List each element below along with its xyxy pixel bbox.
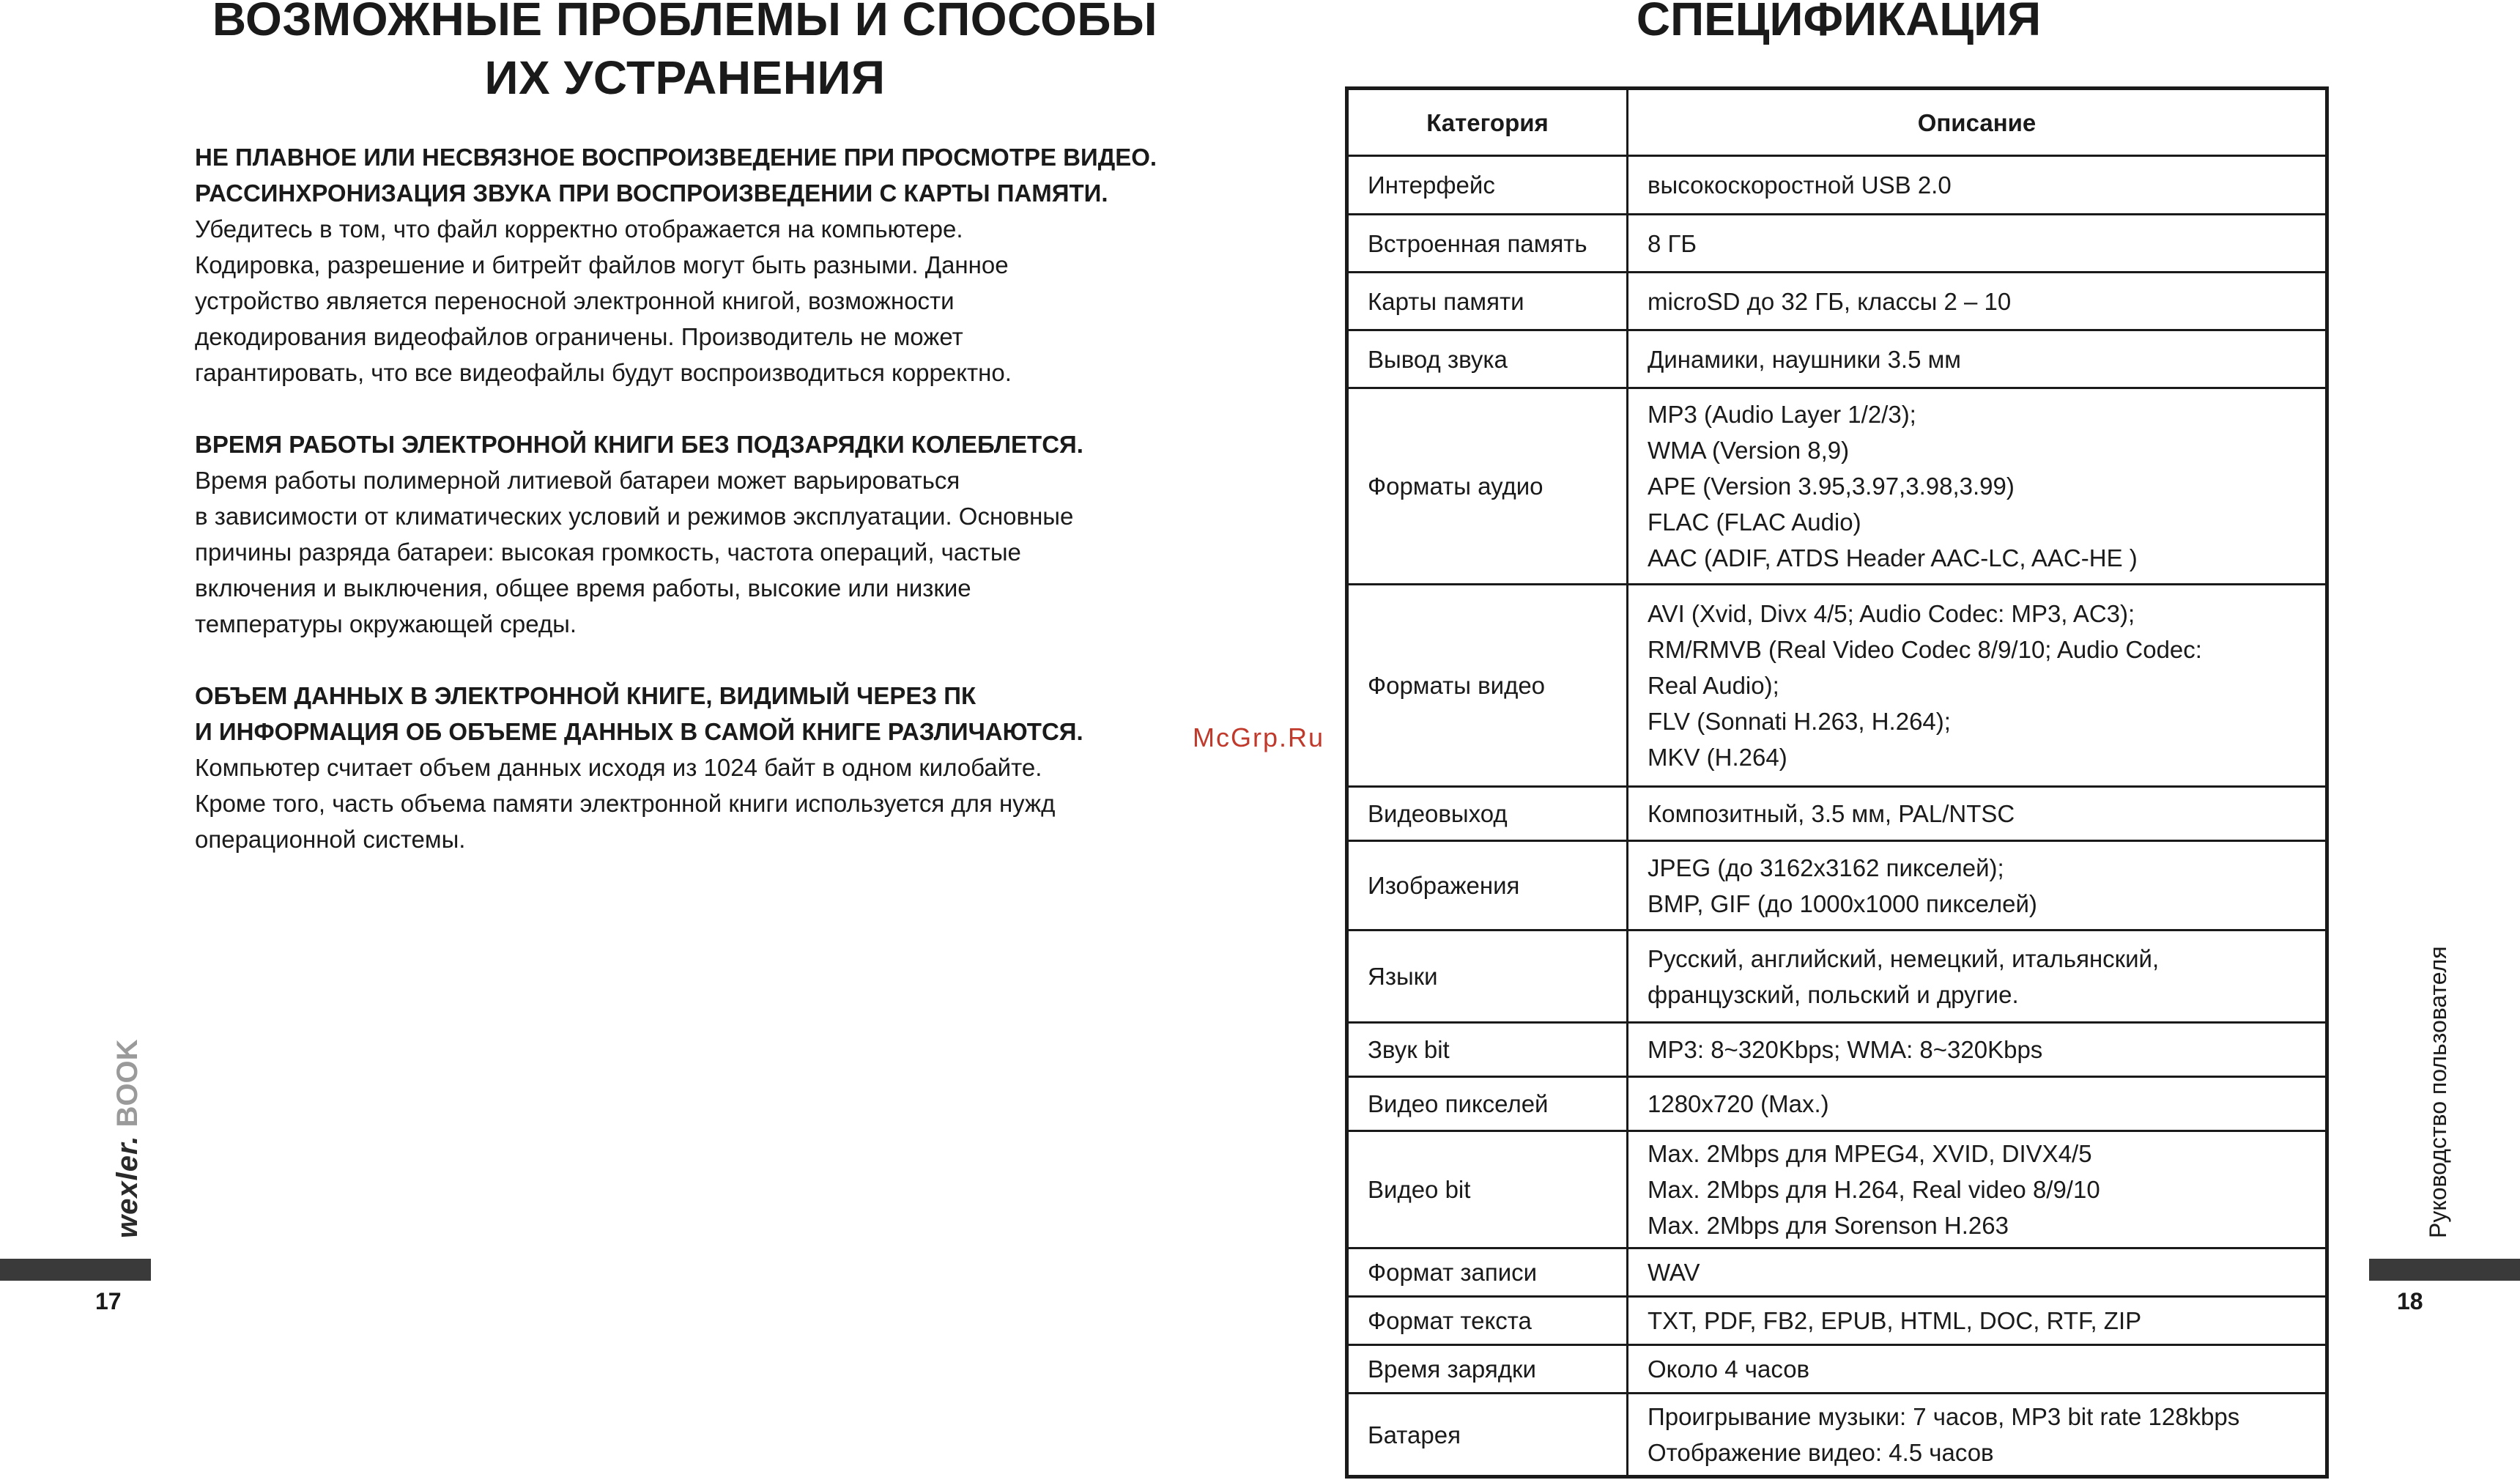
brand-logo bbox=[111, 1039, 144, 1238]
right-page-bar bbox=[2369, 1259, 2520, 1281]
row-category: Изображения bbox=[1347, 841, 1628, 930]
body-line: Кодировка, разрешение и битрейт файлов могут быть разными. Данное bbox=[195, 251, 1009, 278]
row-description bbox=[1628, 1248, 2327, 1297]
row-description bbox=[1628, 215, 2327, 273]
right-page-number: 18 bbox=[2397, 1288, 2423, 1314]
description-line: Русский, английский, немецкий, итальянский, bbox=[1648, 944, 2160, 972]
description-line: 1280x720 (Max.) bbox=[1648, 1090, 1829, 1117]
row-category: Встроенная память bbox=[1347, 215, 1628, 273]
description-line: JPEG (до 3162x3162 пикселей); bbox=[1648, 854, 2004, 881]
description-line: Около 4 часов bbox=[1648, 1355, 1810, 1383]
row-category: Формат записи bbox=[1347, 1248, 1628, 1297]
description-line: Динамики, наушники 3.5 мм bbox=[1648, 345, 1961, 373]
body-line: декодирования видеофайлов ограничены. Производитель не может bbox=[195, 323, 963, 350]
row-category: Формат текста bbox=[1347, 1297, 1628, 1345]
table-row bbox=[1347, 1297, 2327, 1345]
table-row bbox=[1347, 1248, 2327, 1297]
left-title-line-2: ИХ УСТРАНЕНИЯ bbox=[484, 51, 886, 104]
body-line: Компьютер считает объем данных исходя из 1024 байт в одном килобайте. bbox=[195, 754, 1042, 781]
heading-line: ОБЪЕМ ДАННЫХ В ЭЛЕКТРОННОЙ КНИГЕ, ВИДИМЫЙ ЧЕРЕЗ ПК bbox=[195, 682, 976, 709]
row-description bbox=[1628, 1297, 2327, 1345]
heading-line: И ИНФОРМАЦИЯ ОБ ОБЪЕМЕ ДАННЫХ В САМОЙ КНИГЕ РАЗЛИЧАЮТСЯ. bbox=[195, 718, 1083, 745]
spec-table bbox=[1345, 86, 2329, 1479]
table-row bbox=[1347, 1345, 2327, 1394]
row-description bbox=[1628, 930, 2327, 1023]
body-line: Убедитесь в том, что файл корректно отображается на компьютере. bbox=[195, 215, 963, 243]
body-line: причины разряда батареи: высокая громкость, частота операций, частые bbox=[195, 539, 1021, 566]
table-row bbox=[1347, 1131, 2327, 1248]
row-description bbox=[1628, 1394, 2327, 1477]
description-line: Real Audio); bbox=[1648, 672, 1779, 699]
description-line: Max. 2Mbps для H.264, Real video 8/9/10 bbox=[1648, 1176, 2100, 1203]
row-description bbox=[1628, 1023, 2327, 1077]
row-category: Интерфейс bbox=[1347, 156, 1628, 215]
row-description bbox=[1628, 585, 2327, 787]
description-line: Отображение видео: 4.5 часов bbox=[1648, 1439, 1994, 1466]
body-line: операционной системы. bbox=[195, 826, 466, 853]
row-description bbox=[1628, 330, 2327, 388]
description-line: 8 ГБ bbox=[1648, 229, 1697, 257]
row-description bbox=[1628, 787, 2327, 841]
row-category: Форматы аудио bbox=[1347, 388, 1628, 585]
body-line: гарантировать, что все видеофайлы будут воспроизводиться корректно. bbox=[195, 359, 1012, 386]
description-line: AVI (Xvid, Divx 4/5; Audio Codec: MP3, AC3); bbox=[1648, 600, 2135, 627]
description-line: Проигрывание музыки: 7 часов, MP3 bit rate 128kbps bbox=[1648, 1403, 2240, 1430]
description-line: microSD до 32 ГБ, классы 2 – 10 bbox=[1648, 287, 2012, 315]
row-category: Звук bit bbox=[1347, 1023, 1628, 1077]
body-line: температуры окружающей среды. bbox=[195, 610, 577, 637]
row-category: Вывод звука bbox=[1347, 330, 1628, 388]
row-category: Форматы видео bbox=[1347, 585, 1628, 787]
problem-section bbox=[195, 139, 1206, 391]
description-line: Max. 2Mbps для Sorenson H.263 bbox=[1648, 1212, 2009, 1239]
problem-body bbox=[195, 750, 1206, 857]
left-page-number: 17 bbox=[95, 1288, 122, 1314]
table-row bbox=[1347, 585, 2327, 787]
right-page-title: СПЕЦИФИКАЦИЯ bbox=[1636, 0, 2042, 45]
description-line: высокоскоростной USB 2.0 bbox=[1648, 171, 1952, 199]
brand-product: BOOK bbox=[111, 1039, 144, 1128]
spec-table-body bbox=[1347, 156, 2327, 1477]
problem-heading bbox=[195, 678, 1206, 750]
table-row bbox=[1347, 156, 2327, 215]
left-page-title bbox=[168, 0, 1201, 107]
manual-side-label: Руководство пользователя bbox=[2425, 946, 2451, 1238]
row-category: Видео пикселей bbox=[1347, 1077, 1628, 1131]
row-description bbox=[1628, 388, 2327, 585]
table-row bbox=[1347, 1077, 2327, 1131]
description-line: AAC (ADIF, ATDS Header AAC-LC, AAC-HE ) bbox=[1648, 544, 2138, 571]
watermark: McGrp.Ru bbox=[1193, 722, 1325, 752]
row-description bbox=[1628, 1345, 2327, 1394]
row-category: Батарея bbox=[1347, 1394, 1628, 1477]
description-line: TXT, PDF, FB2, EPUB, HTML, DOC, RTF, ZIP bbox=[1648, 1307, 2142, 1334]
heading-line: РАССИНХРОНИЗАЦИЯ ЗВУКА ПРИ ВОСПРОИЗВЕДЕНИИ С КАРТЫ ПАМЯТИ. bbox=[195, 180, 1108, 207]
table-row bbox=[1347, 841, 2327, 930]
row-description bbox=[1628, 156, 2327, 215]
body-line: Время работы полимерной литиевой батареи может варьироваться bbox=[195, 467, 960, 494]
body-line: Кроме того, часть объема памяти электронной книги используется для нужд bbox=[195, 790, 1056, 817]
problem-section bbox=[195, 678, 1206, 857]
problem-heading bbox=[195, 139, 1206, 211]
problem-section bbox=[195, 426, 1206, 642]
problem-body bbox=[195, 462, 1206, 642]
table-row bbox=[1347, 388, 2327, 585]
description-line: французский, польский и другие. bbox=[1648, 980, 2019, 1008]
heading-line: ВРЕМЯ РАБОТЫ ЭЛЕКТРОННОЙ КНИГИ БЕЗ ПОДЗАРЯДКИ КОЛЕБЛЕТСЯ. bbox=[195, 431, 1083, 458]
body-line: включения и выключения, общее время работы, высокие или низкие bbox=[195, 574, 971, 602]
table-row bbox=[1347, 1394, 2327, 1477]
brand-name: wexler. bbox=[111, 1135, 144, 1238]
row-category: Время зарядки bbox=[1347, 1345, 1628, 1394]
left-page-bar bbox=[0, 1259, 151, 1281]
table-row bbox=[1347, 930, 2327, 1023]
body-line: в зависимости от климатических условий и режимов эксплуатации. Основные bbox=[195, 503, 1074, 530]
header-category: Категория bbox=[1347, 89, 1628, 156]
body-line: устройство является переносной электронной книгой, возможности bbox=[195, 287, 955, 314]
description-line: WAV bbox=[1648, 1259, 1700, 1286]
row-category: Видео bit bbox=[1347, 1131, 1628, 1248]
header-description: Описание bbox=[1628, 89, 2327, 156]
problem-body bbox=[195, 211, 1206, 391]
row-category: Карты памяти bbox=[1347, 273, 1628, 330]
troubleshooting-list bbox=[195, 139, 1206, 893]
description-line: MP3: 8~320Kbps; WMA: 8~320Kbps bbox=[1648, 1036, 2043, 1063]
description-line: MP3 (Audio Layer 1/2/3); bbox=[1648, 401, 1916, 428]
row-description bbox=[1628, 273, 2327, 330]
description-line: Max. 2Mbps для MPEG4, XVID, DIVX4/5 bbox=[1648, 1140, 2092, 1167]
table-row bbox=[1347, 787, 2327, 841]
description-line: MKV (H.264) bbox=[1648, 744, 1787, 771]
problem-heading bbox=[195, 426, 1206, 462]
description-line: FLAC (FLAC Audio) bbox=[1648, 508, 1861, 536]
row-description bbox=[1628, 1077, 2327, 1131]
left-title-line-1: ВОЗМОЖНЫЕ ПРОБЛЕМЫ И СПОСОБЫ bbox=[212, 0, 1158, 45]
row-category: Видеовыход bbox=[1347, 787, 1628, 841]
row-description bbox=[1628, 1131, 2327, 1248]
table-row bbox=[1347, 215, 2327, 273]
row-category: Языки bbox=[1347, 930, 1628, 1023]
description-line: FLV (Sonnati H.263, H.264); bbox=[1648, 708, 1951, 735]
row-description bbox=[1628, 841, 2327, 930]
table-header-row bbox=[1347, 89, 2327, 156]
table-row bbox=[1347, 330, 2327, 388]
description-line: RM/RMVB (Real Video Codec 8/9/10; Audio Codec: bbox=[1648, 636, 2202, 663]
table-row bbox=[1347, 1023, 2327, 1077]
table-row bbox=[1347, 273, 2327, 330]
description-line: WMA (Version 8,9) bbox=[1648, 437, 1850, 464]
description-line: Композитный, 3.5 мм, PAL/NTSC bbox=[1648, 800, 2015, 827]
heading-line: НЕ ПЛАВНОЕ ИЛИ НЕСВЯЗНОЕ ВОСПРОИЗВЕДЕНИЕ ПРИ ПРОСМОТРЕ ВИДЕО. bbox=[195, 144, 1157, 171]
description-line: BMP, GIF (до 1000x1000 пикселей) bbox=[1648, 889, 2037, 917]
description-line: APE (Version 3.95,3.97,3.98,3.99) bbox=[1648, 473, 2015, 500]
